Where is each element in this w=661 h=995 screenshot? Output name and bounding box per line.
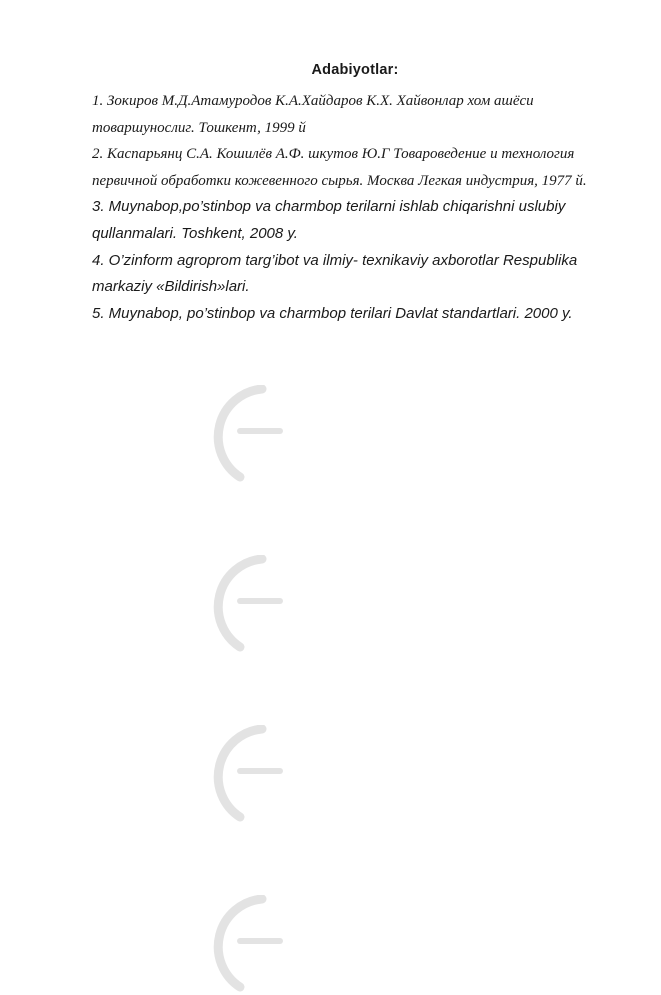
reference-line: 4. O’zinform agroprom targ’ibot va ilmiy- texnikaviy axborotlar Respublika [92, 251, 578, 269]
reference-line: 1. Зокиров М.Д.Атамуродов К.А.Хайдаров К.Х. Хайвонлар хом ашёси [92, 93, 534, 109]
reference-list [92, 88, 652, 327]
reference-line: первичной обработки кожевенного сырья. Москва Легкая индустрия, 1977 й. [92, 172, 587, 189]
reference-line: 2. Каспарьянц С.А. Кошилёв А.Ф. шкутов Ю.Г Товароведение и технология [92, 146, 575, 163]
reference-line: markaziy «Bildirish»lari. [92, 278, 250, 296]
reference-item [92, 141, 652, 194]
reference-item [92, 301, 652, 328]
reference-line: 3. Muynabop,po’stinbop va charmbop terilarni ishlab chiqarishni uslubiy [92, 198, 566, 216]
reference-line: qullanmalari. Toshkent, 2008 y. [92, 224, 298, 242]
watermark-arc-icon [200, 895, 320, 995]
page-heading: Adabiyotlar: [311, 62, 399, 78]
reference-item [92, 194, 652, 247]
watermark-arc-icon [200, 725, 320, 825]
reference-item [92, 88, 652, 141]
watermark-arc-icon [200, 555, 320, 655]
reference-line: 5. Muynabop, po’stinbop va charmbop terilari Davlat standartlari. 2000 y. [92, 304, 573, 322]
reference-item [92, 248, 652, 301]
reference-line: товаршунослиг. Тошкент, 1999 й [92, 119, 306, 136]
watermark-arc-icon [200, 385, 320, 485]
